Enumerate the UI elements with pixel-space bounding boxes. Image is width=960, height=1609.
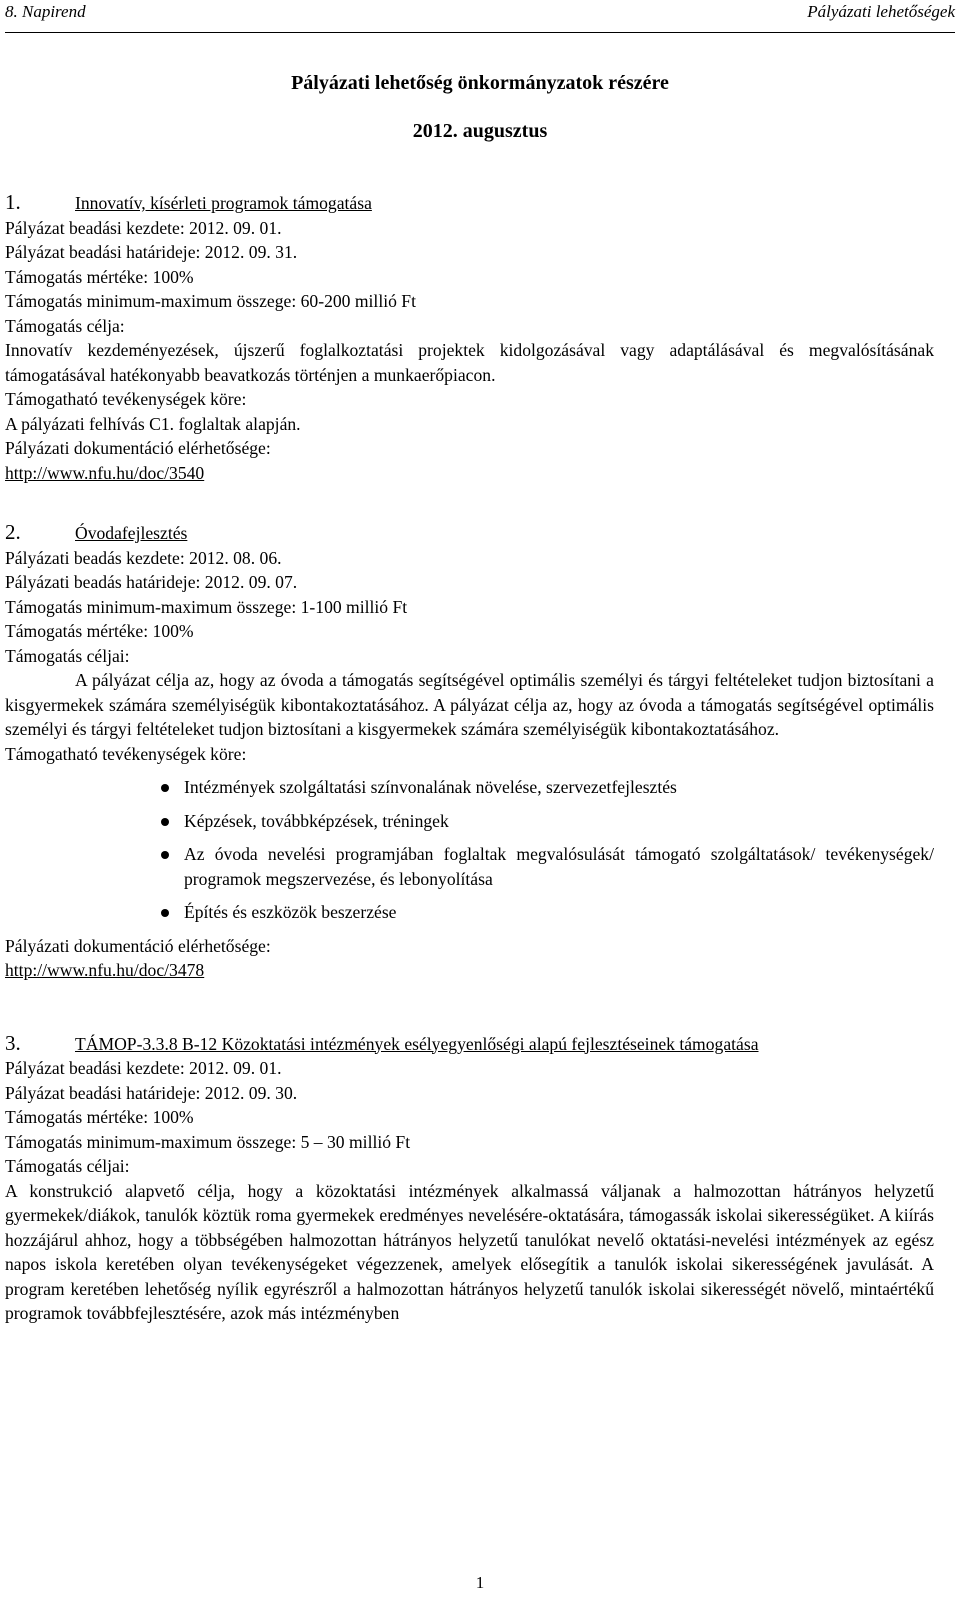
detail-line: Támogatás céljai: bbox=[5, 1156, 130, 1176]
aim-paragraph: Innovatív kezdeményezések, újszerű foglalkoztatási projektek kidolgozásával vagy adaptálásával és megvalósításának támogatásával hatékonyabb beavatkozás történjen a munkaerőpiacon. bbox=[5, 340, 934, 385]
detail-line: Támogatás mértéke: 100% bbox=[5, 266, 194, 287]
header-right-text: Pályázati lehetőségek bbox=[807, 2, 955, 21]
detail-line: Támogatás mértéke: 100% bbox=[5, 621, 194, 641]
doc-label: Pályázati dokumentáció elérhetősége: bbox=[5, 438, 271, 458]
document-body bbox=[5, 190, 934, 1326]
section-heading bbox=[5, 520, 934, 546]
doc-link[interactable]: http://www.nfu.hu/doc/3478 bbox=[5, 960, 205, 980]
detail-line: Pályázat beadási kezdete: 2012. 09. 01. bbox=[5, 217, 282, 238]
activities-text: A pályázati felhívás C1. foglaltak alapján. bbox=[5, 413, 301, 434]
bullet-icon bbox=[161, 784, 169, 792]
detail-line: Pályázati beadás határideje: 2012. 09. 07. bbox=[5, 572, 298, 592]
list-item: Az óvoda nevelési programjában foglaltak megvalósulását támogató szolgáltatások/ tevékenységek/ programok megszervezése, és lebonyolítása bbox=[5, 842, 934, 891]
section-number: 3. bbox=[5, 1030, 21, 1055]
document-title: Pályázati lehetőség önkormányzatok részére bbox=[291, 72, 669, 94]
section-1 bbox=[5, 190, 934, 485]
aim-paragraph: A konstrukció alapvető célja, hogy a közoktatási intézmények alkalmassá váljanak a halmozottan hátrányos helyzetű gyermekek/diákok, tanulók köztük roma gyermekek eredményes nevelésére-oktatására, támogassák iskolai sikerességüket. A kiírás hozzájárul ahhoz, hogy a többségében halmozottan hátrányos helyzetű tanulókat nevelő oktatási-nevelési intézmények az egész napos iskola keretében olyan tevékenységeket végezzenek, amelyek elősegítik a tanulók iskolai sikerességének javulását. A program keretében lehetőség nyílik egyrészről a halmozottan hátrányos helyzetű tanulók iskolai sikerességét növelő, mintaértékű programok továbbfejlesztésére, azok más intézményben bbox=[5, 1180, 934, 1323]
detail-line: Támogatás célja: bbox=[5, 315, 125, 336]
detail-line: Támogatás minimum-maximum összege: 60-200 millió Ft bbox=[5, 291, 416, 311]
section-heading bbox=[5, 1031, 934, 1057]
section-heading bbox=[5, 190, 934, 216]
bullet-icon bbox=[161, 851, 169, 859]
doc-label: Pályázati dokumentáció elérhetősége: bbox=[5, 935, 271, 956]
section-number: 2. bbox=[5, 520, 21, 544]
list-item: Építés és eszközök beszerzése bbox=[5, 900, 934, 925]
header-left-text: 8. Napirend bbox=[5, 2, 86, 21]
list-item: Képzések, továbbképzések, tréningek bbox=[5, 809, 934, 834]
section-3 bbox=[5, 1031, 934, 1326]
detail-line: Pályázat beadási határideje: 2012. 09. 30. bbox=[5, 1082, 298, 1103]
detail-line: Támogatás céljai: bbox=[5, 645, 130, 666]
activities-list bbox=[5, 775, 934, 925]
section-number: 1. bbox=[5, 190, 21, 214]
page-number: 1 bbox=[475, 1573, 485, 1592]
detail-line: Pályázati beadás kezdete: 2012. 08. 06. bbox=[5, 547, 282, 568]
detail-line: Támogatás minimum-maximum összege: 1-100 millió Ft bbox=[5, 596, 408, 617]
detail-line: Pályázat beadási kezdete: 2012. 09. 01. bbox=[5, 1058, 282, 1078]
activities-label: Támogatható tevékenységek köre: bbox=[5, 389, 247, 409]
section-title: Óvodafejlesztés bbox=[75, 523, 188, 543]
doc-link[interactable]: http://www.nfu.hu/doc/3540 bbox=[5, 462, 205, 483]
section-title: TÁMOP-3.3.8 B-12 Közoktatási intézmények esélyegyenlőségi alapú fejlesztéseinek támogatása bbox=[75, 1033, 759, 1054]
detail-line: Támogatás minimum-maximum összege: 5 – 30 millió Ft bbox=[5, 1131, 411, 1152]
bullet-icon bbox=[161, 818, 169, 826]
document-date: 2012. augusztus bbox=[412, 120, 548, 142]
section-title: Innovatív, kísérleti programok támogatása bbox=[75, 193, 372, 213]
running-header bbox=[5, 0, 955, 33]
detail-line: Támogatás mértéke: 100% bbox=[5, 1107, 194, 1127]
detail-line: Pályázat beadási határideje: 2012. 09. 31. bbox=[5, 242, 298, 262]
list-item: Intézmények szolgáltatási színvonalának növelése, szervezetfejlesztés bbox=[5, 775, 934, 800]
section-2 bbox=[5, 520, 934, 983]
activities-label: Támogatható tevékenységek köre: bbox=[5, 743, 247, 764]
aim-paragraph: A pályázat célja az, hogy az óvoda a támogatás segítségével optimális személyi és tárgyi feltételeket tudjon biztosítani a kisgyermekek számára személyiségük kibontakoztatásához. A pályázat célja az, hogy az óvoda a támogatás segítségével optimális személyi és tárgyi feltételeket tudjon biztosítani a kisgyermekek számára személyiségük kibontakoztatásához. bbox=[5, 670, 934, 739]
bullet-icon bbox=[161, 909, 169, 917]
